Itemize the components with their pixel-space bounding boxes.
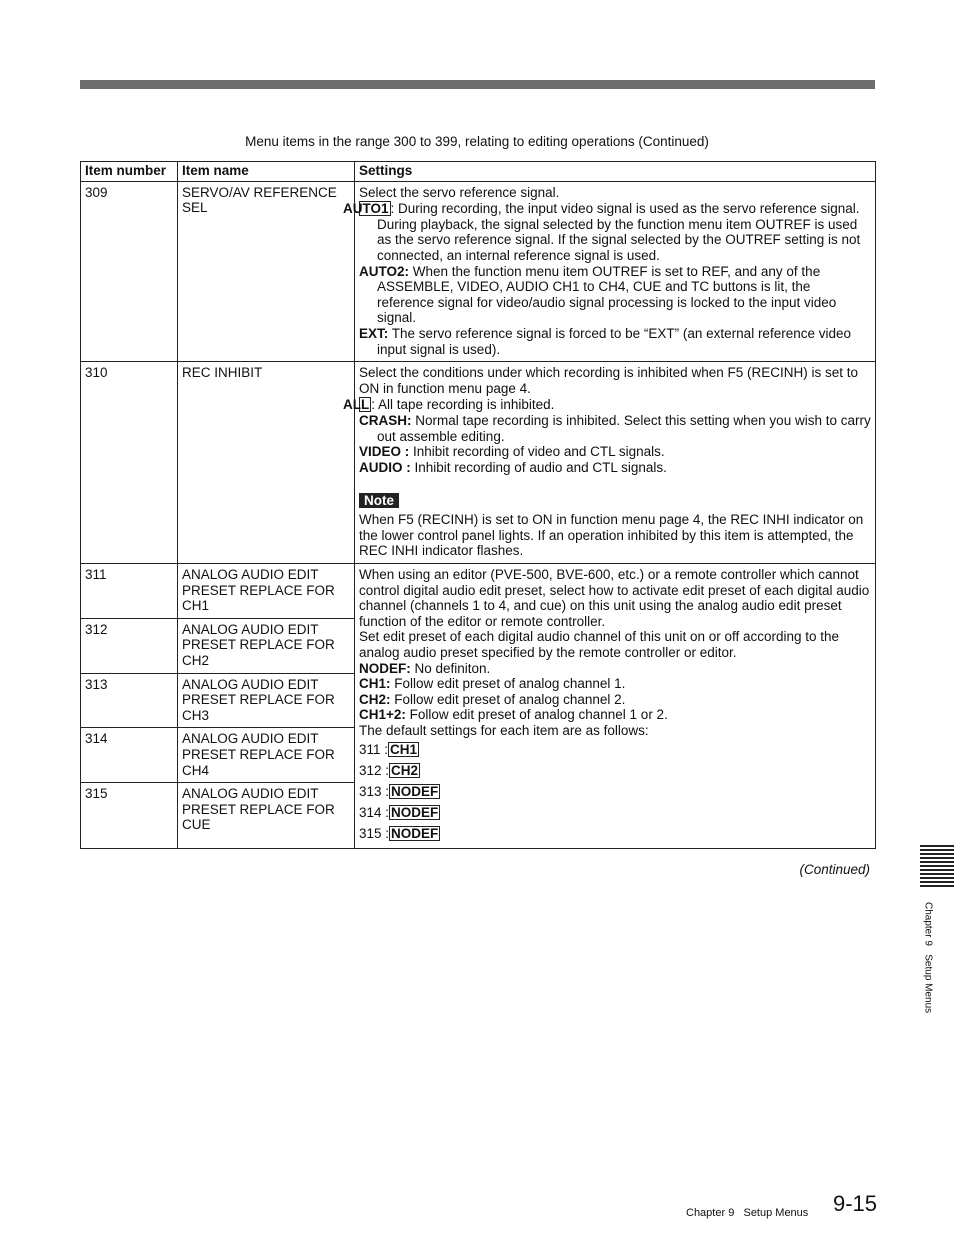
item-number: 314 [81, 728, 178, 783]
option-ch1 [359, 676, 871, 692]
table-row [81, 564, 876, 619]
header-item-number: Item number [81, 162, 178, 182]
option-all [343, 396, 871, 413]
option-label: CH2: [359, 691, 391, 707]
header-settings: Settings [355, 162, 876, 182]
page-number: 9-15 [833, 1191, 878, 1216]
option-text: No definiton. [410, 660, 491, 676]
settings-table [80, 161, 876, 849]
option-text: Follow edit preset of analog channel 1 or 2. [405, 707, 668, 723]
default-value-box: CH1 [390, 741, 418, 757]
default-prefix: 314 : [359, 804, 390, 820]
item-name: SERVO/AV REFERENCE SEL [178, 181, 355, 362]
option-ext [359, 326, 871, 357]
table-row [81, 181, 876, 362]
item-number: 313 [81, 673, 178, 728]
note-badge: Note [359, 493, 399, 508]
option-ch12 [359, 707, 871, 723]
option-audio [359, 460, 871, 476]
item-name: REC INHIBIT [178, 362, 355, 564]
settings-cell [343, 362, 876, 564]
option-crash [359, 413, 871, 444]
item-name: ANALOG AUDIO EDIT PRESET REPLACE FOR CH1 [178, 564, 355, 619]
option-text: : During recording, the input video signal is used as the servo reference signal. During playback, the signal selected by the function menu item OUTREF is used as the servo reference signal. If the signal selected by the OUTREF setting is not connected, an internal reference signal is used. [377, 201, 861, 263]
option-label: VIDEO : [359, 444, 410, 460]
item-number: 310 [81, 362, 178, 564]
default-prefix: 315 : [359, 825, 390, 841]
option-text: When the function menu item OUTREF is set to REF, and any of the ASSEMBLE, VIDEO, AUDIO CH1 to CH4, CUE and TC buttons is lit, the reference signal for video/audio signal processing is locked to the input video signal. [377, 263, 837, 326]
option-label: AUTO2: [359, 263, 410, 279]
option-text: The servo reference signal is forced to be “EXT” (an external reference video input signal is used). [377, 325, 851, 357]
chapter-thumb-tab [920, 845, 954, 889]
option-auto2 [359, 264, 871, 326]
item-number: 311 [81, 564, 178, 619]
item-name: ANALOG AUDIO EDIT PRESET REPLACE FOR CH3 [178, 673, 355, 728]
note-text: When F5 (RECINH) is set to ON in function menu page 4, the REC INHI indicator on the lower control panel lights. If an operation inhibited by this item is attempted, the REC INHI indicator flashes. [359, 512, 864, 559]
default-315 [359, 823, 871, 844]
settings-intro: Select the servo reference signal. [359, 184, 560, 200]
header-item-name: Item name [178, 162, 355, 182]
side-chapter-label: Chapter 9 Setup Menus [922, 902, 934, 1014]
item-name: ANALOG AUDIO EDIT PRESET REPLACE FOR CH2 [178, 618, 355, 673]
settings-paragraph: When using an editor (PVE-500, BVE-600, etc.) or a remote controller which cannot control digital audio edit preset, select how to activate edit preset of each digital audio channel (channels 1 to 4, and cue) on this unit using the analog audio edit preset function of the editor or remote controller. [359, 567, 870, 629]
option-label: NODEF: [359, 660, 411, 676]
settings-cell [355, 564, 876, 849]
continued-label: (Continued) [799, 862, 870, 877]
spacer [359, 475, 871, 487]
default-value-box: CH2 [391, 762, 419, 778]
option-text: Follow edit preset of analog channel 1. [390, 676, 626, 692]
item-name: ANALOG AUDIO EDIT PRESET REPLACE FOR CH4 [178, 728, 355, 783]
option-text: Normal tape recording is inhibited. Select this setting when you wish to carry out assemble editing. [377, 412, 871, 444]
caption-text: Menu items in the range 300 to 399, relating to editing operations (Continued) [245, 134, 709, 149]
default-313 [359, 781, 871, 802]
default-prefix: 313 : [359, 783, 390, 799]
option-label: CH1: [359, 676, 391, 692]
table-caption [0, 134, 954, 150]
settings-intro: Select the conditions under which recording is inhibited when F5 (RECINH) is set to ON in function menu page 4. [359, 365, 858, 396]
settings-cell [343, 181, 876, 362]
default-314 [359, 802, 871, 823]
header-rule [80, 80, 875, 89]
default-prefix: 311 : [359, 741, 389, 757]
option-label: CH1+2: [359, 707, 406, 723]
default-312 [359, 760, 871, 781]
defaults-intro: The default settings for each item are as follows: [359, 723, 649, 738]
option-nodef [359, 661, 871, 677]
option-label: CRASH: [359, 412, 412, 428]
item-number: 312 [81, 618, 178, 673]
item-name: ANALOG AUDIO EDIT PRESET REPLACE FOR CUE [178, 783, 355, 848]
default-value-box: NODEF [391, 804, 439, 820]
option-text: Follow edit preset of analog channel 2. [390, 691, 626, 707]
footer-chapter: Chapter 9 Setup Menus [686, 1207, 809, 1219]
default-value-box: NODEF [391, 825, 439, 841]
item-number: 309 [81, 181, 178, 362]
default-value-box: NODEF [391, 783, 439, 799]
option-auto1 [343, 200, 871, 263]
default-311 [359, 739, 871, 760]
option-text: : All tape recording is inhibited. [371, 397, 555, 413]
settings-paragraph: Set edit preset of each digital audio channel of this unit on or off according to the analog audio preset specified by the remote controller or editor. [359, 629, 840, 661]
item-number: 315 [81, 783, 178, 848]
option-ch2 [359, 692, 871, 708]
option-text: Inhibit recording of video and CTL signals. [409, 444, 665, 460]
default-option-box: AUTO1 [343, 201, 389, 217]
option-video [359, 444, 871, 460]
table-row [81, 362, 876, 564]
option-text: Inhibit recording of audio and CTL signals. [410, 459, 667, 475]
default-option-box: ALL [343, 397, 370, 413]
option-label: AUDIO : [359, 459, 411, 475]
option-label: EXT: [359, 325, 389, 341]
table-header-row [81, 162, 876, 182]
default-prefix: 312 : [359, 762, 390, 778]
